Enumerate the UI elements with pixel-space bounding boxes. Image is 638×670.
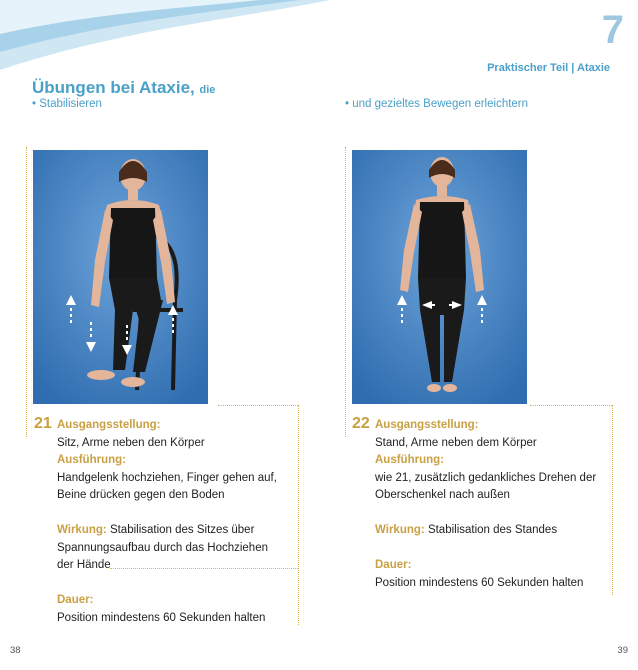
ex22-exec-line1: wie 21, zusätzlich gedankliches Drehen der bbox=[375, 471, 597, 484]
ex21-exec-line1: Handgelenk hochziehen, Finger gehen auf, bbox=[57, 471, 277, 484]
heading-main: Übungen bei Ataxie, bbox=[32, 78, 195, 97]
ex21-label-start: Ausgangsstellung: bbox=[57, 419, 161, 431]
exercise-21-photo bbox=[33, 150, 208, 404]
header-wave-decoration bbox=[0, 0, 330, 75]
heading-small: die bbox=[199, 84, 216, 96]
bullet-right: • und gezieltes Bewegen erleichtern bbox=[345, 98, 529, 110]
exercise-22-number: 22 bbox=[352, 415, 370, 432]
exercise-21-number: 21 bbox=[34, 415, 52, 432]
ex22-label-exec: Ausführung: bbox=[375, 454, 444, 466]
ex22-duration-text: Position mindestens 60 Sekunden halten bbox=[375, 576, 584, 589]
frame-line-right bbox=[345, 147, 346, 437]
frame-line-left bbox=[26, 147, 27, 437]
ex22-start-text: Stand, Arme neben dem Körper bbox=[375, 436, 537, 449]
exercise-21-text bbox=[57, 417, 295, 627]
ex21-start-text: Sitz, Arme neben den Körper bbox=[57, 436, 205, 449]
bullet-left: • Stabilisieren bbox=[32, 98, 102, 110]
ex21-effect-line3: der Hände bbox=[57, 559, 111, 571]
ex22-label-effect: Wirkung: bbox=[375, 524, 425, 536]
frame-line-left-right bbox=[298, 405, 299, 625]
exercise-22-text bbox=[375, 417, 610, 592]
ex21-exec-line2: Beine drücken gegen den Boden bbox=[57, 489, 225, 501]
chapter-number: 7 bbox=[601, 8, 624, 52]
exercise-22-photo bbox=[352, 150, 527, 404]
page-number-right: 39 bbox=[617, 645, 628, 656]
frame-line-left-top bbox=[218, 405, 298, 406]
ex21-duration-text: Position mindestens 60 Sekunden halten bbox=[57, 611, 266, 624]
ex22-effect-line1: Stabilisation des Standes bbox=[427, 524, 558, 536]
ex22-label-start: Ausgangsstellung: bbox=[375, 419, 479, 431]
frame-line-right-right bbox=[612, 405, 613, 595]
ex21-label-effect: Wirkung: bbox=[57, 524, 107, 536]
ex21-effect-line2: Spannungsaufbau durch das Hochziehen bbox=[57, 541, 268, 554]
ex22-exec-line2: Oberschenkel nach außen bbox=[375, 489, 510, 501]
page-heading bbox=[32, 78, 215, 98]
ex22-label-duration: Dauer: bbox=[375, 559, 412, 571]
page-number-left: 38 bbox=[10, 645, 21, 656]
frame-line-right-top bbox=[530, 405, 612, 406]
ex21-effect-line1: Stabilisation des Sitzes über bbox=[109, 524, 255, 536]
chapter-title: Praktischer Teil | Ataxie bbox=[487, 62, 610, 74]
ex21-label-duration: Dauer: bbox=[57, 594, 94, 606]
ex21-label-exec: Ausführung: bbox=[57, 454, 126, 466]
